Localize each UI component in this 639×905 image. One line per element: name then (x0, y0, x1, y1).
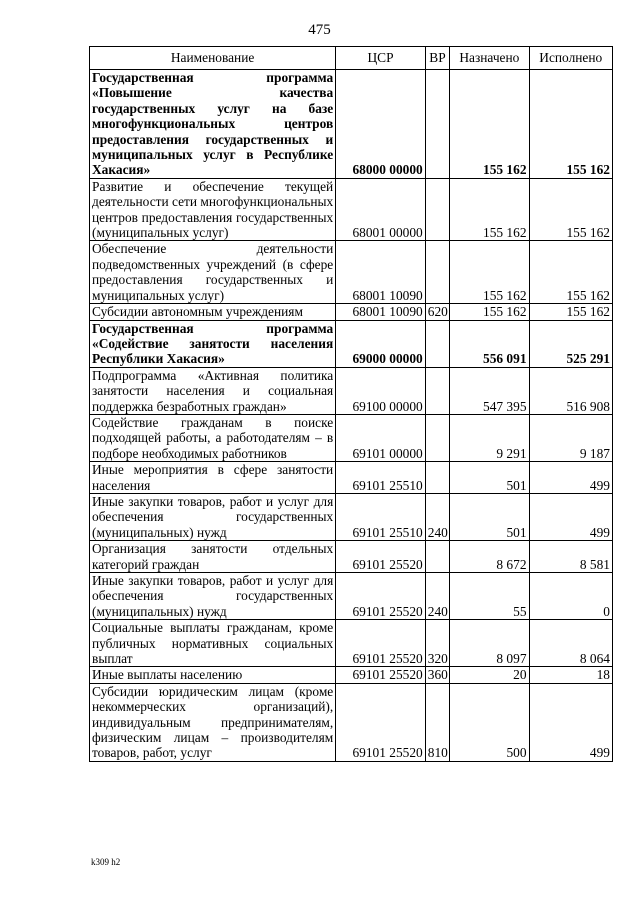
row-vr-cell (425, 414, 449, 461)
row-csr-cell: 68001 10090 (336, 241, 426, 304)
row-vr-cell (425, 541, 449, 573)
row-assigned-cell: 501 (450, 462, 529, 494)
table-row (90, 493, 613, 540)
row-csr-cell: 68000 00000 (336, 70, 426, 179)
row-vr-cell (425, 178, 449, 241)
row-name-cell: Иные выплаты населению (90, 667, 336, 683)
header-name: Наименование (90, 47, 336, 70)
row-name-cell: Иные мероприятия в сфере занятости населения (90, 462, 336, 494)
table-body (90, 70, 613, 762)
row-assigned-cell: 500 (450, 683, 529, 761)
row-vr-cell (425, 462, 449, 494)
row-csr-cell: 68001 00000 (336, 178, 426, 241)
row-vr-cell: 240 (425, 573, 449, 620)
row-assigned-cell: 55 (450, 573, 529, 620)
row-csr-cell: 69101 25520 (336, 541, 426, 573)
row-csr-cell: 69000 00000 (336, 320, 426, 367)
table-header-row (90, 47, 613, 70)
row-executed-cell: 155 162 (529, 178, 612, 241)
row-assigned-cell: 155 162 (450, 70, 529, 179)
table-row (90, 683, 613, 761)
row-vr-cell: 360 (425, 667, 449, 683)
row-name-cell: Государственная программа «Содействие занятости населения Республики Хакасия» (90, 320, 336, 367)
header-executed: Исполнено (529, 47, 612, 70)
page-number: 475 (308, 22, 331, 38)
row-vr-cell: 320 (425, 620, 449, 667)
row-assigned-cell: 8 097 (450, 620, 529, 667)
row-executed-cell: 8 581 (529, 541, 612, 573)
footer-code: k309 h2 (91, 857, 121, 867)
row-assigned-cell: 9 291 (450, 414, 529, 461)
table-row (90, 367, 613, 414)
row-executed-cell: 155 162 (529, 70, 612, 179)
row-executed-cell: 18 (529, 667, 612, 683)
row-executed-cell: 9 187 (529, 414, 612, 461)
table-row (90, 541, 613, 573)
table-row (90, 70, 613, 179)
row-assigned-cell: 155 162 (450, 304, 529, 320)
row-assigned-cell: 547 395 (450, 367, 529, 414)
table-row (90, 462, 613, 494)
row-name-cell: Развитие и обеспечение текущей деятельности сети многофункциональных центров предоставления государственных (муниципальных услуг) (90, 178, 336, 241)
row-vr-cell (425, 367, 449, 414)
row-assigned-cell: 8 672 (450, 541, 529, 573)
row-name-cell: Субсидии юридическим лицам (кроме некоммерческих организаций), индивидуальным предпринимателям, физическим лицам – производителям товаров, работ, услуг (90, 683, 336, 761)
table-row (90, 304, 613, 320)
row-name-cell: Субсидии автономным учреждениям (90, 304, 336, 320)
row-csr-cell: 69101 25520 (336, 683, 426, 761)
row-csr-cell: 68001 10090 (336, 304, 426, 320)
row-name-cell: Обеспечение деятельности подведомственных учреждений (в сфере предоставления государственных и муниципальных услуг) (90, 241, 336, 304)
table-row (90, 414, 613, 461)
row-vr-cell: 240 (425, 493, 449, 540)
row-assigned-cell: 501 (450, 493, 529, 540)
table-row (90, 320, 613, 367)
row-vr-cell: 620 (425, 304, 449, 320)
header-csr: ЦСР (336, 47, 426, 70)
row-assigned-cell: 556 091 (450, 320, 529, 367)
row-name-cell: Организация занятости отдельных категорий граждан (90, 541, 336, 573)
row-assigned-cell: 20 (450, 667, 529, 683)
row-vr-cell: 810 (425, 683, 449, 761)
row-name-cell: Иные закупки товаров, работ и услуг для обеспечения государственных (муниципальных) нужд (90, 573, 336, 620)
row-vr-cell (425, 320, 449, 367)
row-executed-cell: 499 (529, 493, 612, 540)
row-csr-cell: 69101 25510 (336, 462, 426, 494)
row-name-cell: Социальные выплаты гражданам, кроме публичных нормативных социальных выплат (90, 620, 336, 667)
row-executed-cell: 155 162 (529, 304, 612, 320)
row-vr-cell (425, 70, 449, 179)
row-csr-cell: 69101 25520 (336, 667, 426, 683)
row-executed-cell: 525 291 (529, 320, 612, 367)
row-executed-cell: 0 (529, 573, 612, 620)
row-executed-cell: 155 162 (529, 241, 612, 304)
row-name-cell: Государственная программа «Повышение качества государственных услуг на базе многофункциональных центров предоставления государственных и муниципальных услуг в Республике Хакасия» (90, 70, 336, 179)
row-csr-cell: 69101 25520 (336, 620, 426, 667)
row-executed-cell: 499 (529, 462, 612, 494)
table-row (90, 573, 613, 620)
row-csr-cell: 69101 25510 (336, 493, 426, 540)
header-assigned: Назначено (450, 47, 529, 70)
row-name-cell: Подпрограмма «Активная политика занятости населения и социальная поддержка безработных граждан» (90, 367, 336, 414)
row-name-cell: Содействие гражданам в поиске подходящей работы, а работодателям – в подборе необходимых работников (90, 414, 336, 461)
header-vr: ВР (425, 47, 449, 70)
row-assigned-cell: 155 162 (450, 178, 529, 241)
row-executed-cell: 8 064 (529, 620, 612, 667)
table-row (90, 620, 613, 667)
table-row (90, 241, 613, 304)
table-row (90, 178, 613, 241)
row-assigned-cell: 155 162 (450, 241, 529, 304)
table-row (90, 667, 613, 683)
row-executed-cell: 499 (529, 683, 612, 761)
row-executed-cell: 516 908 (529, 367, 612, 414)
row-csr-cell: 69101 00000 (336, 414, 426, 461)
row-csr-cell: 69100 00000 (336, 367, 426, 414)
row-vr-cell (425, 241, 449, 304)
row-name-cell: Иные закупки товаров, работ и услуг для обеспечения государственных (муниципальных) нужд (90, 493, 336, 540)
row-csr-cell: 69101 25520 (336, 573, 426, 620)
budget-table (89, 46, 613, 762)
